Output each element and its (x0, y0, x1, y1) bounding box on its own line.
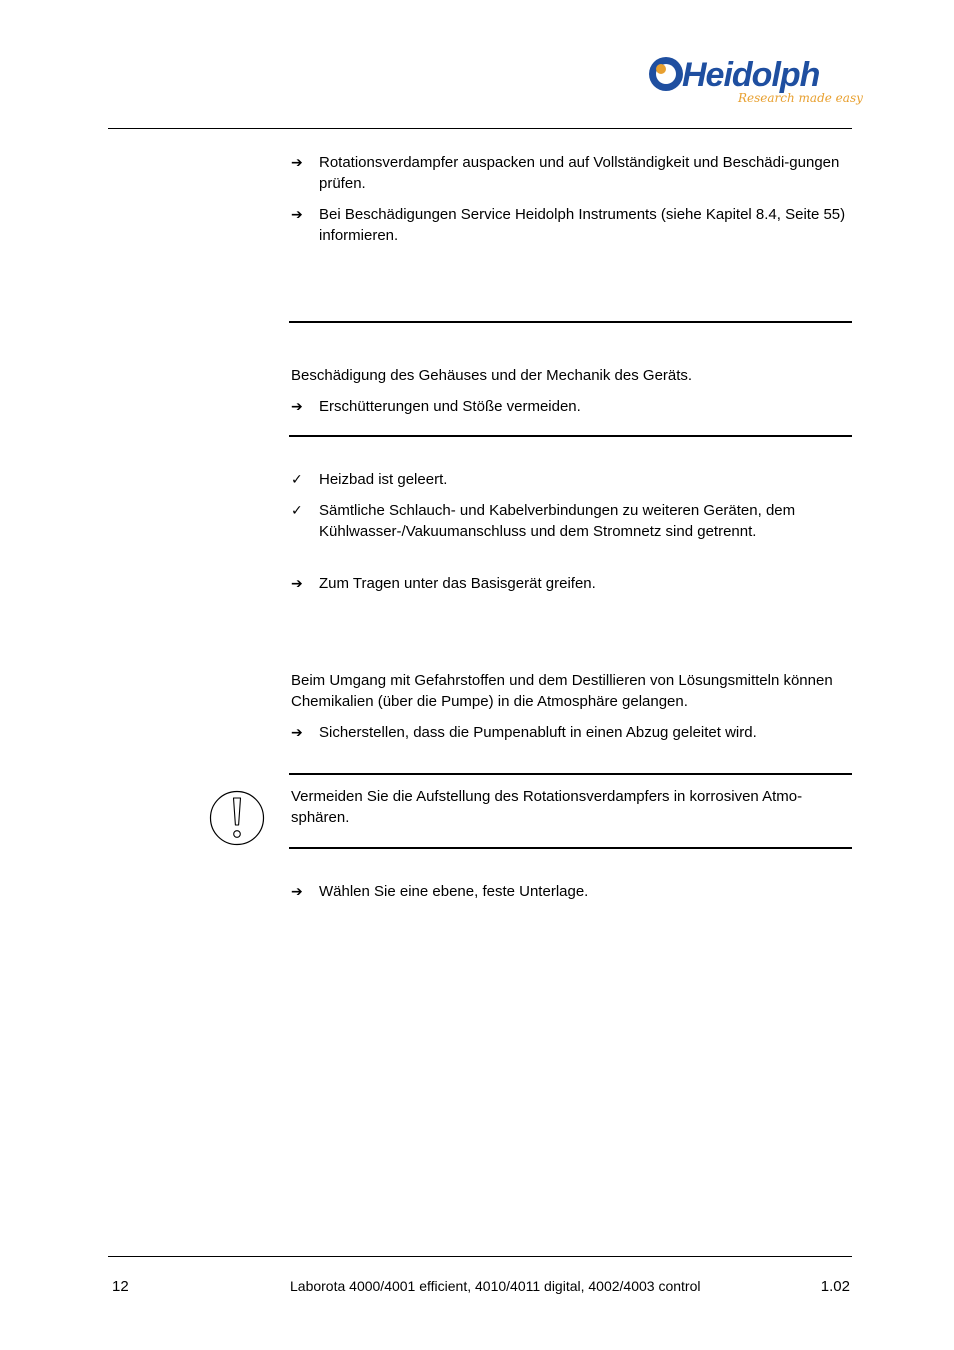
note-box-bottom-rule (289, 847, 852, 849)
arrow-right-icon: ➔ (291, 398, 303, 414)
arrow-right-icon: ➔ (291, 154, 303, 170)
header-rule (108, 128, 852, 129)
caution-action: Erschütterungen und Stöße vermeiden. (319, 398, 581, 415)
hazard-text: Beim Umgang mit Gefahrstoffen und dem Destillieren von Lösungsmitteln können Chemikalien (über die Pumpe) in die Atmosphäre gelangen. (291, 672, 833, 710)
caution-text: Beschädigung des Gehäuses und der Mechanik des Geräts. (291, 367, 693, 384)
list-item (291, 204, 851, 246)
check-icon: ✓ (291, 471, 303, 487)
arrow-right-icon: ➔ (291, 575, 303, 591)
caution-box-bottom-rule (289, 435, 852, 437)
list-item (291, 881, 851, 902)
list-item (291, 396, 851, 417)
list-item (291, 500, 851, 542)
arrow-right-icon: ➔ (291, 883, 303, 899)
caution-box-top-rule (289, 321, 852, 323)
footer-title: Laborota 4000/4001 efficient, 4010/4011 digital, 4002/4003 control (290, 1278, 701, 1294)
hazard-action: Sicherstellen, dass die Pumpenabluft in einen Abzug geleitet wird. (319, 724, 757, 741)
precondition-text: Heizbad ist geleert. (319, 471, 448, 488)
heidolph-logo (644, 50, 863, 114)
logo-wordmark: Heidolph (682, 56, 820, 94)
arrow-right-icon: ➔ (291, 724, 303, 740)
logo-tagline: Research made easy (738, 91, 863, 105)
carry-action: Zum Tragen unter das Basisgerät greifen. (319, 575, 596, 592)
exclamation-circle-icon (209, 790, 265, 846)
footer-version: 1.02 (820, 1278, 850, 1295)
list-item-text: Bei Beschädigungen Service Heidolph Instruments (siehe Kapitel 8.4, Seite 55) informieren. (319, 206, 846, 244)
surface-action: Wählen Sie eine ebene, feste Unterlage. (319, 883, 589, 900)
arrow-right-icon: ➔ (291, 206, 303, 222)
list-item (291, 469, 851, 490)
list-item-text: Rotationsverdampfer auspacken und auf Vollständigkeit und Beschädi-gungen prüfen. (319, 154, 840, 192)
note-text: Vermeiden Sie die Aufstellung des Rotationsverdampfers in korrosiven Atmo-sphären. (291, 788, 803, 826)
precondition-text: Sämtliche Schlauch- und Kabelverbindungen zu weiteren Geräten, dem Kühlwasser-/Vakuumanschluss und dem Stromnetz sind getrennt. (319, 502, 796, 540)
list-item (291, 573, 851, 594)
page-number: 12 (112, 1278, 129, 1295)
note-box-top-rule (289, 773, 852, 775)
footer-rule (108, 1256, 852, 1257)
check-icon: ✓ (291, 502, 303, 518)
list-item (291, 722, 851, 743)
list-item (291, 152, 851, 194)
